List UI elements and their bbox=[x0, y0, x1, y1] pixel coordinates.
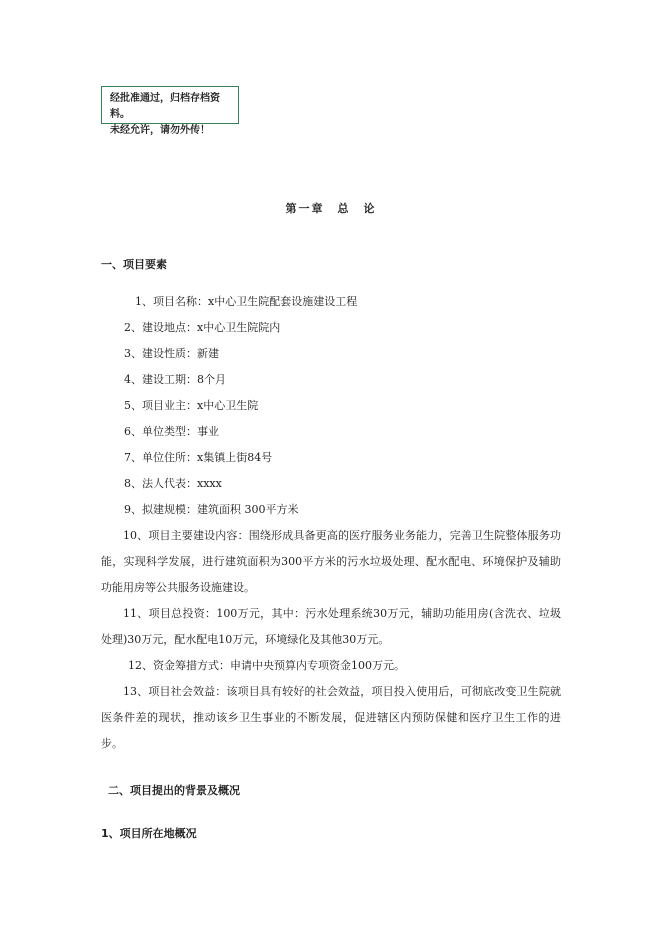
paragraph-item-10: 10、项目主要建设内容：围绕形成具备更高的医疗服务业务能力，完善卫生院整体服务功能，实现科学发展，进行建筑面积为300平方米的污水垃圾处理、配水配电、环境保护及辅助功能用房等公共服务设施建设。 bbox=[101, 529, 561, 594]
section-heading-background: 二、项目提出的背景及概况 bbox=[108, 784, 240, 797]
paragraph-item-13: 13、项目社会效益：该项目具有较好的社会效益，项目投入使用后，可彻底改变卫生院就医条件差的现状，推动该乡卫生事业的不断发展，促进辖区内预防保健和医疗卫生工作的进步。 bbox=[101, 685, 561, 750]
list-item: 9、拟建规模：建筑面积 300平方米 bbox=[124, 503, 299, 516]
stamp-line-2: 未经允许，请勿外传！ bbox=[110, 125, 210, 136]
subsection-heading-location: 1、项目所在地概况 bbox=[101, 827, 197, 840]
section-heading-project-elements: 一、项目要素 bbox=[101, 258, 167, 271]
list-item: 5、项目业主：x中心卫生院 bbox=[124, 399, 259, 412]
paragraph-item-11: 11、项目总投资：100万元，其中：污水处理系统30万元，辅助功能用房(含洗衣、垃圾处理)30万元，配水配电10万元，环境绿化及其他30万元。 bbox=[101, 607, 561, 646]
list-item: 12、资金筹措方式：申请中央预算内专项资金100万元。 bbox=[128, 659, 405, 672]
confidential-stamp bbox=[101, 86, 239, 136]
list-item: 2、建设地点：x中心卫生院院内 bbox=[124, 321, 281, 334]
list-item: 8、法人代表：xxxx bbox=[124, 477, 222, 490]
list-item: 7、单位住所：x集镇上街84号 bbox=[124, 451, 273, 464]
list-item: 1、项目名称：x中心卫生院配套设施建设工程 bbox=[135, 295, 358, 308]
list-item: 4、建设工期：8个月 bbox=[124, 373, 226, 386]
stamp-line-1: 经批准通过，归档存档资料。 bbox=[110, 93, 220, 120]
list-item: 6、单位类型：事业 bbox=[124, 425, 219, 438]
list-item: 3、建设性质：新建 bbox=[124, 347, 219, 360]
chapter-title: 第一章 总 论 bbox=[285, 202, 377, 215]
